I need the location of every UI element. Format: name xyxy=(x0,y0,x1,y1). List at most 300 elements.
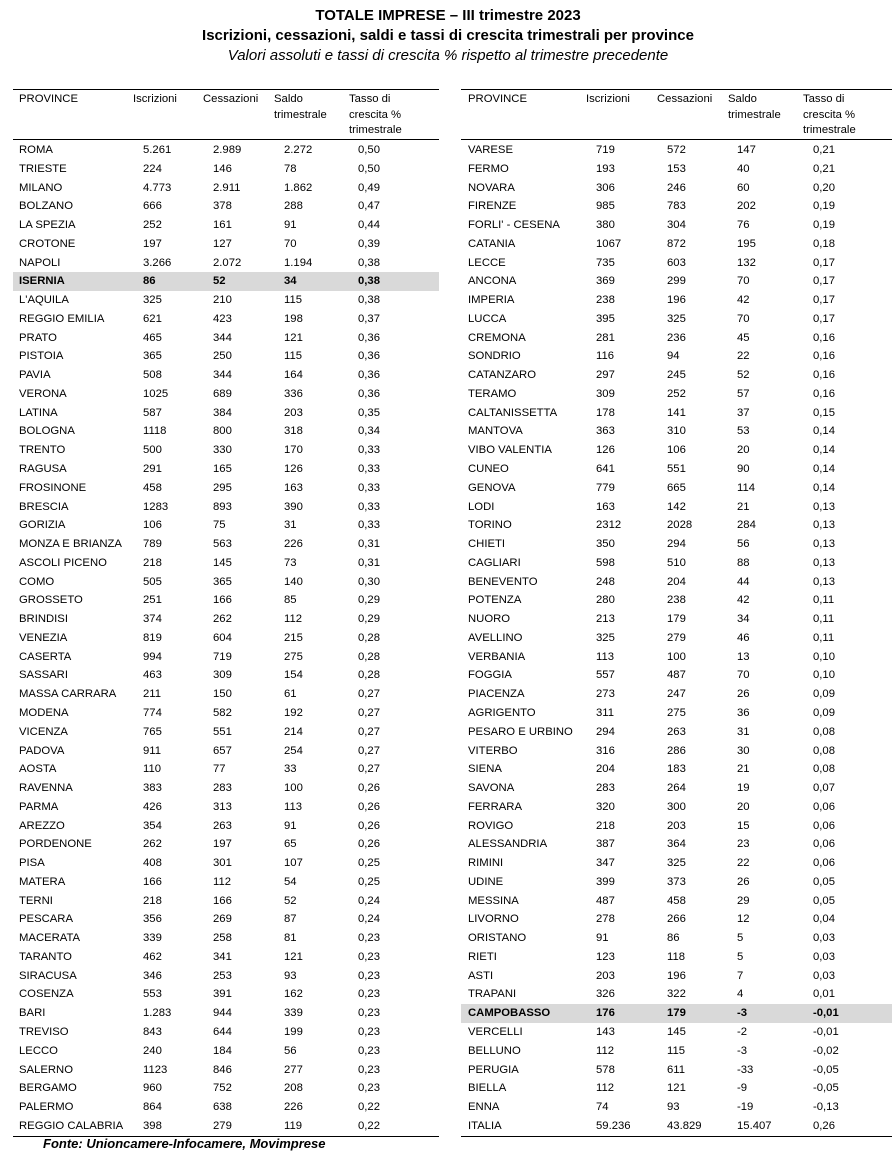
table-row xyxy=(461,666,892,685)
table-row xyxy=(461,329,892,348)
cell-tasso: 0,23 xyxy=(358,1007,380,1020)
cell-iscrizioni: 86 xyxy=(143,275,156,288)
cell-cessazioni: 283 xyxy=(213,782,232,795)
cell-tasso: 0,33 xyxy=(358,500,380,513)
cell-province: PISTOIA xyxy=(19,350,64,363)
cell-province: PALERMO xyxy=(19,1101,74,1114)
header-tasso-line-2: crescita % xyxy=(803,108,856,121)
cell-tasso: 0,28 xyxy=(358,650,380,663)
cell-iscrizioni: 465 xyxy=(143,331,162,344)
cell-tasso: 0,23 xyxy=(358,988,380,1001)
cell-province: POTENZA xyxy=(468,594,522,607)
cell-iscrizioni: 621 xyxy=(143,312,162,325)
cell-saldo: 1.862 xyxy=(284,181,313,194)
cell-tasso: 0,36 xyxy=(358,387,380,400)
cell-tasso: 0,30 xyxy=(358,575,380,588)
cell-tasso: 0,38 xyxy=(358,294,380,307)
table-header xyxy=(13,90,439,139)
header-saldo-line-1: Saldo xyxy=(274,93,303,105)
cell-saldo: 40 xyxy=(737,162,750,175)
cell-province: TRENTO xyxy=(19,444,66,457)
cell-cessazioni: 344 xyxy=(213,369,232,382)
cell-tasso: 0,13 xyxy=(813,538,835,551)
header-saldo xyxy=(274,92,327,123)
cell-tasso: 0,13 xyxy=(813,500,835,513)
cell-iscrizioni: 320 xyxy=(596,800,615,813)
cell-iscrizioni: 843 xyxy=(143,1025,162,1038)
cell-cessazioni: 2.989 xyxy=(213,144,242,156)
table-row xyxy=(13,1117,439,1136)
cell-iscrizioni: 91 xyxy=(596,932,609,945)
table-row xyxy=(461,742,892,761)
page-title: TOTALE IMPRESE – III trimestre 2023 xyxy=(315,7,581,24)
cell-cessazioni: 423 xyxy=(213,312,232,325)
cell-cessazioni: 846 xyxy=(213,1063,232,1076)
cell-iscrizioni: 395 xyxy=(596,312,615,325)
cell-tasso: 0,50 xyxy=(358,144,380,156)
cell-province: CUNEO xyxy=(468,463,509,476)
cell-province: LODI xyxy=(468,500,495,513)
cell-tasso: 0,44 xyxy=(358,219,380,232)
table-row xyxy=(461,310,892,329)
cell-saldo: 203 xyxy=(284,406,303,419)
cell-cessazioni: 145 xyxy=(213,556,232,569)
table-row xyxy=(13,235,439,254)
cell-cessazioni: 121 xyxy=(667,1082,686,1095)
table-row xyxy=(461,479,892,498)
table-row xyxy=(461,1042,892,1061)
cell-iscrizioni: 325 xyxy=(596,631,615,644)
cell-iscrizioni: 110 xyxy=(143,763,162,776)
cell-iscrizioni: 387 xyxy=(596,838,615,851)
cell-cessazioni: 183 xyxy=(667,763,686,776)
table-row xyxy=(461,910,892,929)
table-row xyxy=(13,817,439,836)
cell-saldo: 52 xyxy=(737,369,750,382)
cell-tasso: 0,13 xyxy=(813,575,835,588)
cell-province: SONDRIO xyxy=(468,350,521,363)
cell-cessazioni: 263 xyxy=(667,725,686,738)
table-row xyxy=(461,347,892,366)
cell-cessazioni: 313 xyxy=(213,800,232,813)
cell-province: MILANO xyxy=(19,181,63,194)
cell-iscrizioni: 126 xyxy=(596,444,615,457)
cell-saldo: 339 xyxy=(284,1007,303,1020)
cell-iscrizioni: 278 xyxy=(596,913,615,926)
cell-cessazioni: 872 xyxy=(667,237,686,250)
cell-cessazioni: 510 xyxy=(667,556,686,569)
cell-saldo: 91 xyxy=(284,219,297,232)
cell-cessazioni: 115 xyxy=(667,1044,686,1057)
cell-tasso: 0,06 xyxy=(813,800,835,813)
cell-cessazioni: 364 xyxy=(667,838,686,851)
cell-iscrizioni: 197 xyxy=(143,237,162,250)
cell-tasso: 0,14 xyxy=(813,425,835,438)
cell-province: TRIESTE xyxy=(19,162,67,175)
cell-saldo: -9 xyxy=(737,1082,748,1095)
table-row xyxy=(13,929,439,948)
table-row xyxy=(13,629,439,648)
cell-iscrizioni: 408 xyxy=(143,857,162,870)
table-row xyxy=(461,216,892,235)
cell-tasso: 0,27 xyxy=(358,763,380,776)
cell-province: MASSA CARRARA xyxy=(19,688,117,701)
cell-province: PARMA xyxy=(19,800,59,813)
table-row xyxy=(461,272,892,291)
cell-saldo: 52 xyxy=(284,894,297,907)
cell-saldo: 254 xyxy=(284,744,303,757)
cell-saldo: 42 xyxy=(737,594,750,607)
cell-cessazioni: 52 xyxy=(213,275,226,288)
cell-province: SIRACUSA xyxy=(19,969,77,982)
cell-tasso: 0,03 xyxy=(813,932,835,945)
header-saldo-line-1: Saldo xyxy=(728,93,757,105)
cell-iscrizioni: 458 xyxy=(143,481,162,494)
cell-saldo: 54 xyxy=(284,875,297,888)
cell-cessazioni: 146 xyxy=(213,162,232,175)
cell-cessazioni: 365 xyxy=(213,575,232,588)
cell-province: FROSINONE xyxy=(19,481,87,494)
cell-cessazioni: 458 xyxy=(667,894,686,907)
cell-iscrizioni: 339 xyxy=(143,932,162,945)
cell-tasso: 0,36 xyxy=(358,350,380,363)
cell-province: MANTOVA xyxy=(468,425,523,438)
table-row xyxy=(13,591,439,610)
cell-cessazioni: 203 xyxy=(667,819,686,832)
table-row xyxy=(461,460,892,479)
cell-province: L'AQUILA xyxy=(19,294,69,307)
cell-tasso: 0,11 xyxy=(813,613,835,626)
cell-saldo: 93 xyxy=(284,969,297,982)
cell-cessazioni: 75 xyxy=(213,519,226,532)
cell-province: CROTONE xyxy=(19,237,76,250)
cell-cessazioni: 179 xyxy=(667,613,686,626)
table-row xyxy=(461,441,892,460)
cell-tasso: 0,23 xyxy=(358,1063,380,1076)
table-row xyxy=(13,835,439,854)
cell-cessazioni: 246 xyxy=(667,181,686,194)
cell-tasso: 0,19 xyxy=(813,219,835,232)
table-row xyxy=(461,1023,892,1042)
cell-tasso: 0,10 xyxy=(813,669,835,682)
cell-tasso: 0,23 xyxy=(358,1082,380,1095)
cell-cessazioni: 238 xyxy=(667,594,686,607)
cell-tasso: 0,50 xyxy=(358,162,380,175)
cell-cessazioni: 551 xyxy=(667,463,686,476)
cell-saldo: 5 xyxy=(737,932,744,945)
cell-iscrizioni: 557 xyxy=(596,669,615,682)
cell-tasso: 0,24 xyxy=(358,913,380,926)
table-row xyxy=(13,516,439,535)
cell-saldo: 23 xyxy=(737,838,750,851)
cell-cessazioni: 106 xyxy=(667,444,686,457)
right-province-table xyxy=(461,89,892,1137)
cell-cessazioni: 657 xyxy=(213,744,232,757)
cell-saldo: -3 xyxy=(737,1007,748,1020)
cell-tasso: 0,16 xyxy=(813,331,835,344)
cell-iscrizioni: 251 xyxy=(143,594,162,607)
cell-cessazioni: 603 xyxy=(667,256,686,269)
cell-saldo: 88 xyxy=(737,556,750,569)
cell-province: MESSINA xyxy=(468,894,519,907)
cell-saldo: 53 xyxy=(737,425,750,438)
cell-tasso: 0,14 xyxy=(813,444,835,457)
header-tasso-line-1: Tasso di xyxy=(349,93,391,105)
table-body xyxy=(461,140,892,1136)
cell-province: PESCARA xyxy=(19,913,73,926)
cell-saldo: 1.194 xyxy=(284,256,313,269)
cell-saldo: -2 xyxy=(737,1025,748,1038)
table-row xyxy=(13,854,439,873)
table-row xyxy=(461,573,892,592)
cell-iscrizioni: 291 xyxy=(143,463,162,476)
cell-saldo: 107 xyxy=(284,857,303,870)
table-row xyxy=(461,1061,892,1080)
cell-cessazioni: 783 xyxy=(667,200,686,213)
cell-province: MATERA xyxy=(19,875,66,888)
cell-saldo: 147 xyxy=(737,144,756,156)
cell-iscrizioni: 240 xyxy=(143,1044,162,1057)
table-row xyxy=(13,779,439,798)
cell-province: RAGUSA xyxy=(19,463,67,476)
cell-iscrizioni: 316 xyxy=(596,744,615,757)
cell-iscrizioni: 218 xyxy=(143,556,162,569)
cell-iscrizioni: 281 xyxy=(596,331,615,344)
cell-saldo: 162 xyxy=(284,988,303,1001)
cell-tasso: 0,22 xyxy=(358,1119,380,1132)
table-row xyxy=(461,704,892,723)
cell-cessazioni: 391 xyxy=(213,988,232,1001)
cell-iscrizioni: 774 xyxy=(143,706,162,719)
cell-province: LIVORNO xyxy=(468,913,519,926)
cell-cessazioni: 295 xyxy=(213,481,232,494)
cell-saldo: 198 xyxy=(284,312,303,325)
cell-tasso: 0,01 xyxy=(813,988,835,1001)
cell-saldo: 34 xyxy=(737,613,750,626)
table-row xyxy=(13,179,439,198)
cell-province: FORLI' - CESENA xyxy=(468,219,560,232)
cell-tasso: 0,07 xyxy=(813,782,835,795)
cell-province: TREVISO xyxy=(19,1025,69,1038)
cell-iscrizioni: 248 xyxy=(596,575,615,588)
cell-iscrizioni: 2312 xyxy=(596,519,622,532)
table-row xyxy=(461,929,892,948)
cell-cessazioni: 304 xyxy=(667,219,686,232)
cell-iscrizioni: 765 xyxy=(143,725,162,738)
cell-tasso: 0,23 xyxy=(358,950,380,963)
cell-cessazioni: 665 xyxy=(667,481,686,494)
cell-province: CAGLIARI xyxy=(468,556,521,569)
cell-saldo: 20 xyxy=(737,444,750,457)
cell-tasso: 0,38 xyxy=(358,256,380,269)
cell-iscrizioni: 176 xyxy=(596,1007,615,1020)
cell-cessazioni: 196 xyxy=(667,969,686,982)
cell-tasso: -0,02 xyxy=(813,1044,839,1057)
cell-iscrizioni: 1.283 xyxy=(143,1007,172,1020)
cell-cessazioni: 262 xyxy=(213,613,232,626)
cell-iscrizioni: 294 xyxy=(596,725,615,738)
cell-province: BELLUNO xyxy=(468,1044,521,1057)
cell-saldo: 15 xyxy=(737,819,750,832)
cell-tasso: 0,33 xyxy=(358,463,380,476)
cell-saldo: 70 xyxy=(737,312,750,325)
cell-iscrizioni: 819 xyxy=(143,631,162,644)
cell-province: ITALIA xyxy=(468,1119,502,1132)
cell-province: LATINA xyxy=(19,406,58,419)
cell-saldo: 87 xyxy=(284,913,297,926)
cell-tasso: 0,20 xyxy=(813,181,835,194)
cell-cessazioni: 638 xyxy=(213,1101,232,1114)
cell-iscrizioni: 1025 xyxy=(143,387,169,400)
cell-tasso: 0,08 xyxy=(813,763,835,776)
cell-iscrizioni: 985 xyxy=(596,200,615,213)
table-row xyxy=(461,235,892,254)
cell-iscrizioni: 350 xyxy=(596,538,615,551)
table-row xyxy=(13,498,439,517)
cell-province: CATANZARO xyxy=(468,369,536,382)
cell-province: BOLZANO xyxy=(19,200,73,213)
cell-cessazioni: 294 xyxy=(667,538,686,551)
cell-province: VERBANIA xyxy=(468,650,526,663)
cell-tasso: -0,05 xyxy=(813,1082,839,1095)
cell-saldo: 112 xyxy=(284,613,303,626)
cell-province: PRATO xyxy=(19,331,57,344)
cell-province: LUCCA xyxy=(468,312,507,325)
cell-province: GORIZIA xyxy=(19,519,66,532)
table-row xyxy=(13,873,439,892)
cell-iscrizioni: 116 xyxy=(596,350,615,363)
cell-tasso: 0,33 xyxy=(358,519,380,532)
cell-province: PERUGIA xyxy=(468,1063,519,1076)
cell-iscrizioni: 347 xyxy=(596,857,615,870)
cell-tasso: 0,08 xyxy=(813,744,835,757)
cell-iscrizioni: 383 xyxy=(143,782,162,795)
cell-cessazioni: 286 xyxy=(667,744,686,757)
table-row xyxy=(13,422,439,441)
cell-iscrizioni: 553 xyxy=(143,988,162,1001)
cell-saldo: 76 xyxy=(737,219,750,232)
table-row xyxy=(13,197,439,216)
cell-iscrizioni: 500 xyxy=(143,444,162,457)
table-row xyxy=(13,798,439,817)
table-row xyxy=(461,385,892,404)
cell-cessazioni: 77 xyxy=(213,763,226,776)
cell-tasso: 0,21 xyxy=(813,162,835,175)
cell-province: BENEVENTO xyxy=(468,575,538,588)
table-row xyxy=(461,366,892,385)
header-cessazioni: Cessazioni xyxy=(657,93,713,105)
cell-cessazioni: 893 xyxy=(213,500,232,513)
cell-iscrizioni: 309 xyxy=(596,387,615,400)
cell-province: BOLOGNA xyxy=(19,425,75,438)
cell-province: IMPERIA xyxy=(468,294,515,307)
cell-cessazioni: 373 xyxy=(667,875,686,888)
table-row xyxy=(13,910,439,929)
table-row xyxy=(13,291,439,310)
page-note: Valori assoluti e tassi di crescita % rispetto al trimestre precedente xyxy=(227,47,669,64)
cell-iscrizioni: 280 xyxy=(596,594,615,607)
table-row xyxy=(13,1042,439,1061)
cell-saldo: 57 xyxy=(737,387,750,400)
table-row xyxy=(461,798,892,817)
cell-saldo: 7 xyxy=(737,969,744,982)
cell-tasso: 0,03 xyxy=(813,950,835,963)
cell-tasso: 0,36 xyxy=(358,331,380,344)
cell-saldo: 61 xyxy=(284,688,297,701)
cell-cessazioni: 752 xyxy=(213,1082,232,1095)
cell-saldo: 70 xyxy=(284,237,297,250)
cell-cessazioni: 719 xyxy=(213,650,232,663)
cell-province: SASSARI xyxy=(19,669,68,682)
table-row xyxy=(13,985,439,1004)
cell-tasso: 0,06 xyxy=(813,857,835,870)
cell-saldo: 78 xyxy=(284,162,297,175)
cell-cessazioni: 118 xyxy=(667,950,686,963)
cell-iscrizioni: 204 xyxy=(596,763,615,776)
cell-province: VITERBO xyxy=(468,744,518,757)
cell-province: BARI xyxy=(19,1007,46,1020)
cell-cessazioni: 275 xyxy=(667,706,686,719)
cell-cessazioni: 236 xyxy=(667,331,686,344)
cell-iscrizioni: 346 xyxy=(143,969,162,982)
cell-cessazioni: 487 xyxy=(667,669,686,682)
table-row xyxy=(461,179,892,198)
cell-cessazioni: 153 xyxy=(667,162,686,175)
cell-iscrizioni: 508 xyxy=(143,369,162,382)
cell-iscrizioni: 1123 xyxy=(143,1063,168,1076)
table-row xyxy=(461,422,892,441)
table-row xyxy=(13,160,439,179)
cell-saldo: 22 xyxy=(737,350,750,363)
table-row xyxy=(13,404,439,423)
cell-province: NAPOLI xyxy=(19,256,61,269)
cell-province: COSENZA xyxy=(19,988,74,1001)
cell-saldo: 15.407 xyxy=(737,1119,772,1132)
cell-iscrizioni: 380 xyxy=(596,219,615,232)
cell-tasso: 0,17 xyxy=(813,312,835,325)
table-row xyxy=(13,535,439,554)
cell-province: ANCONA xyxy=(468,275,517,288)
table-row-highlighted xyxy=(13,272,439,291)
cell-iscrizioni: 306 xyxy=(596,181,615,194)
cell-saldo: 19 xyxy=(737,782,750,795)
table-row xyxy=(13,460,439,479)
cell-saldo: 215 xyxy=(284,631,303,644)
cell-saldo: 113 xyxy=(284,800,303,813)
cell-cessazioni: 299 xyxy=(667,275,686,288)
cell-saldo: 115 xyxy=(284,294,303,307)
cell-tasso: 0,05 xyxy=(813,894,835,907)
cell-tasso: 0,33 xyxy=(358,481,380,494)
cell-cessazioni: 93 xyxy=(667,1101,680,1114)
cell-province: RIMINI xyxy=(468,857,504,870)
cell-cessazioni: 384 xyxy=(213,406,232,419)
cell-province: PIACENZA xyxy=(468,688,525,701)
cell-province: LA SPEZIA xyxy=(19,219,76,232)
cell-tasso: -0,01 xyxy=(813,1025,839,1038)
cell-saldo: 12 xyxy=(737,913,750,926)
cell-cessazioni: 165 xyxy=(213,463,232,476)
cell-cessazioni: 572 xyxy=(667,144,686,156)
cell-cessazioni: 330 xyxy=(213,444,232,457)
cell-saldo: 390 xyxy=(284,500,303,513)
cell-province: RAVENNA xyxy=(19,782,73,795)
cell-cessazioni: 800 xyxy=(213,425,232,438)
cell-iscrizioni: 779 xyxy=(596,481,615,494)
cell-province: FERMO xyxy=(468,162,509,175)
cell-tasso: 0,23 xyxy=(358,932,380,945)
cell-iscrizioni: 262 xyxy=(143,838,162,851)
